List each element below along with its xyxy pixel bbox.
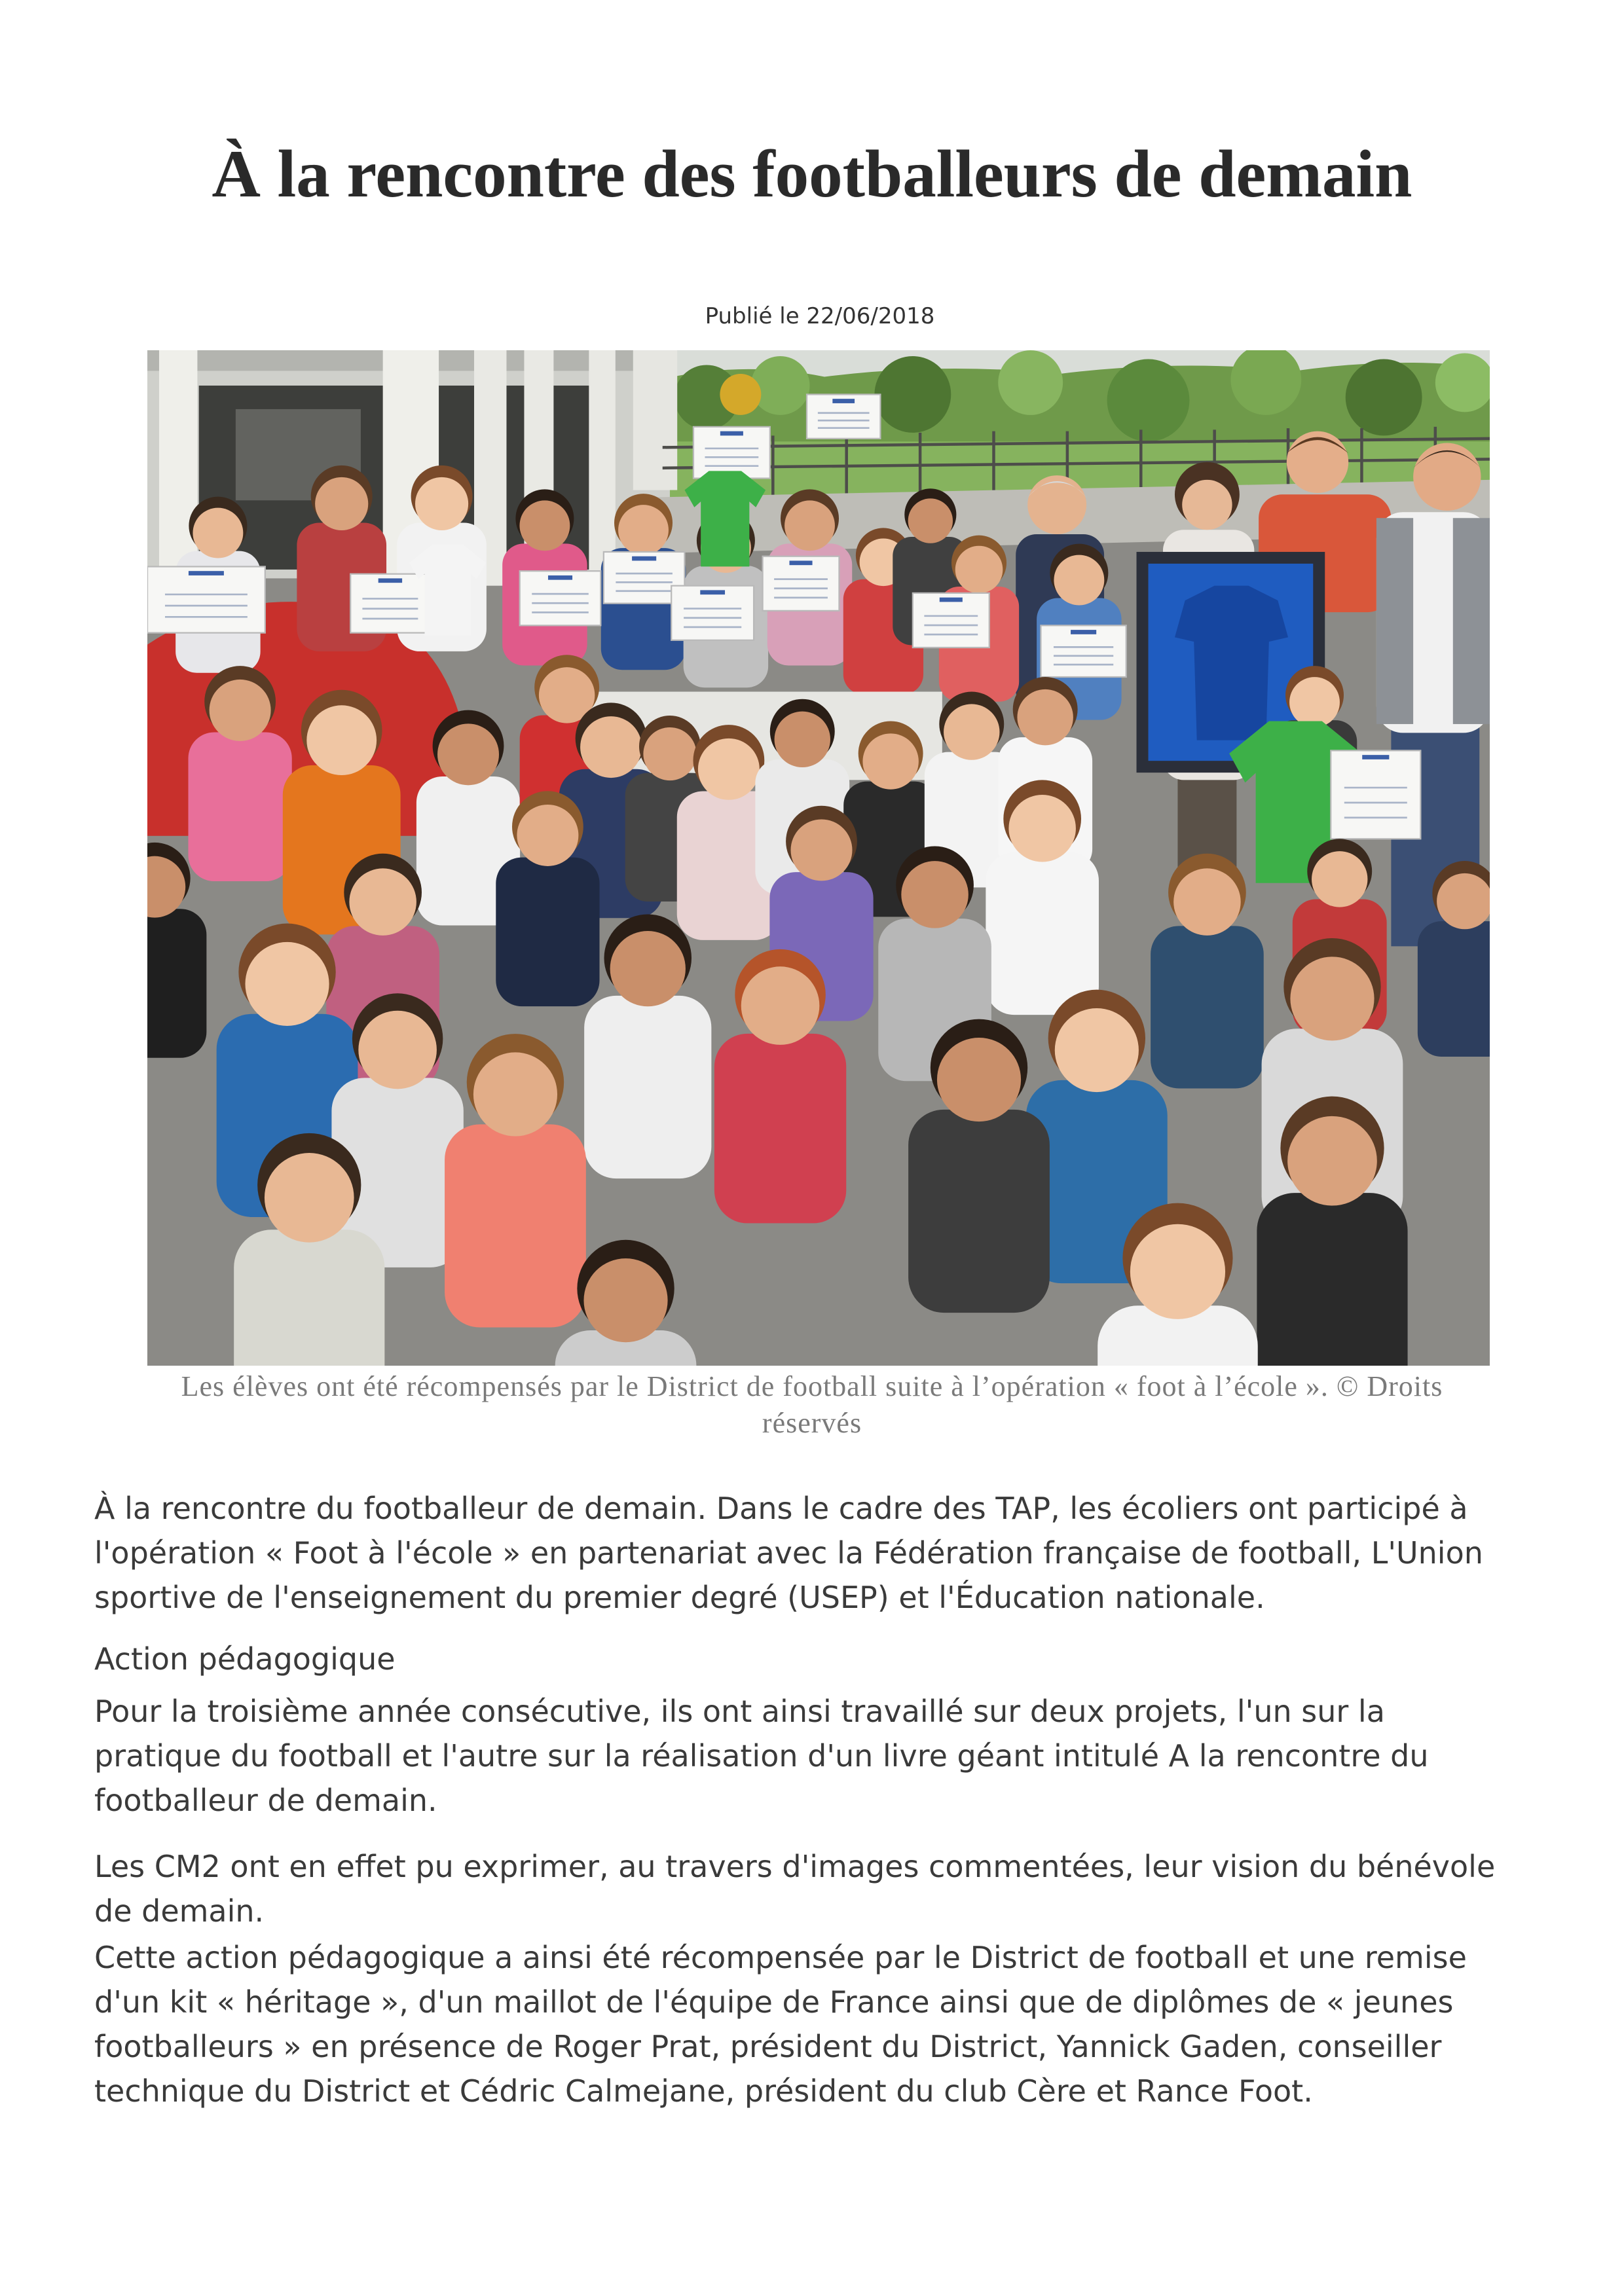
diploma	[350, 574, 430, 633]
paragraph-line: Pour la troisième année consécutive, ils ont ainsi travaillé sur deux projets, l'un sur la	[94, 1694, 1385, 1729]
paragraph-line: Les CM2 ont en effet pu exprimer, au travers d'images commentées, leur vision du bénévole	[94, 1849, 1496, 1884]
diploma	[913, 593, 989, 647]
photo-caption	[0, 1368, 1624, 1442]
article-body	[94, 1486, 1495, 2113]
publish-date: Publié le 22/06/2018	[705, 303, 935, 329]
paragraph-line: footballeur de demain.	[94, 1783, 437, 1818]
paragraph-line: d'un kit « héritage », d'un maillot de l'équipe de France ainsi que de diplômes de « jeunes	[94, 1984, 1454, 2020]
paragraph-line: l'opération « Foot à l'école » en partenariat avec la Fédération française de football, L'Union	[94, 1535, 1483, 1571]
paragraph-line: technique du District et Cédric Calmejane, président du club Cère et Rance Foot.	[94, 2073, 1313, 2109]
diploma	[763, 556, 840, 611]
subheading: Action pédagogique	[94, 1641, 396, 1677]
diploma	[1331, 750, 1420, 839]
diploma	[671, 586, 754, 640]
diploma	[1041, 625, 1126, 677]
diploma	[693, 427, 770, 479]
paragraph-line: footballeurs » en présence de Roger Prat, président du District, Yannick Gaden, conseiller	[94, 2029, 1442, 2064]
paragraph-line: Cette action pédagogique a ainsi été récompensée par le District de football et une remise	[94, 1940, 1467, 1975]
article-photo	[147, 350, 1490, 1366]
diploma	[147, 566, 265, 632]
paragraph-line: pratique du football et l'autre sur la réalisation d'un livre géant intitulé A la rencontre du	[94, 1738, 1429, 1774]
body-paragraph	[94, 1689, 1495, 1823]
caption-line: réservés	[762, 1407, 862, 1439]
intro-paragraph	[94, 1486, 1495, 1620]
paragraph-line: À la rencontre du footballeur de demain. Dans le cadre des TAP, les écoliers ont participé à	[94, 1491, 1468, 1526]
paragraph-line: sportive de l'enseignement du premier degré (USEP) et l'Éducation nationale.	[94, 1580, 1265, 1615]
paragraph-line: de demain.	[94, 1893, 265, 1929]
diploma	[807, 394, 880, 438]
diploma	[520, 571, 601, 625]
body-paragraph	[94, 1935, 1495, 2113]
article-title: À la rencontre des footballeurs de demain	[212, 137, 1412, 211]
caption-line: Les élèves ont été récompensés par le District de football suite à l’opération « foot à l’école ». © Droits	[181, 1370, 1443, 1402]
body-paragraph	[94, 1844, 1495, 1933]
photo-scene	[147, 350, 1490, 1366]
football	[720, 374, 761, 415]
